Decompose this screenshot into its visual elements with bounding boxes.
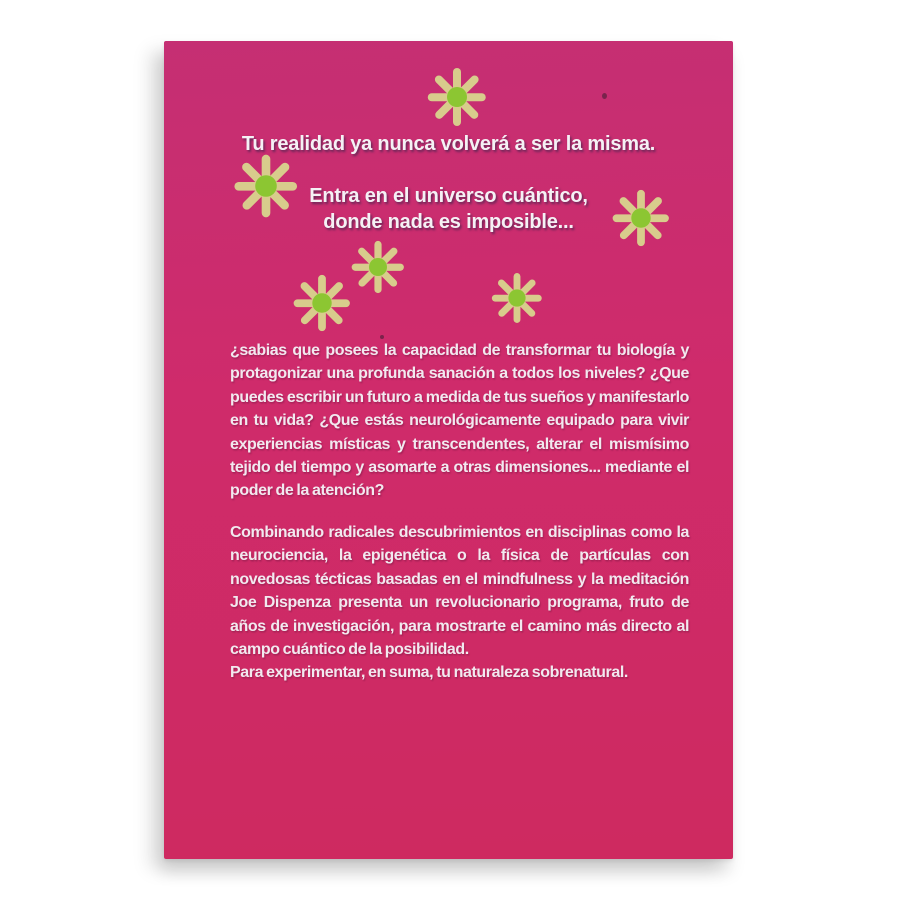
- asterisk-icon: [428, 68, 486, 126]
- asterisk-center-dot-icon: [447, 87, 467, 107]
- asterisk-center-dot-icon: [508, 289, 525, 306]
- asterisk-icon: [492, 273, 542, 323]
- blurb-section-1: [230, 339, 689, 503]
- blurb-section-2: [230, 521, 689, 685]
- blurb-paragraph-2: Combinando radicales descubrimientos en disciplinas como la neurociencia, la epigenética o la física de partículas con novedosas técticas basadas en el mindfulness y la meditación Joe Dispenza presenta un revolucionario programa, fruto de años de investigación, para mostrarte el camino más directo al campo cuántico de la posibilidad.: [230, 524, 689, 659]
- blurb-paragraph-1: ¿sabias que posees la capacidad de transformar tu biología y protagonizar una profunda sanación a todos los niveles? ¿Que puedes escribir un futuro a medida de tus sueños y manifestarlo en tu vida? ¿Que estás neurológicamente equipado para vivir experiencias místicas y transcendentes, alterar el mismísimo tejido del tiempo y asomarte a otras dimensiones... mediante el poder de la atención?: [230, 342, 689, 500]
- tagline-primary: Tu realidad ya nunca volverá a ser la misma.: [241, 133, 656, 155]
- blurb-closing-line: Para experimentar, en suma, tu naturaleza sobrenatural.: [230, 664, 628, 682]
- tagline-secondary-line1: Entra en el universo cuántico,: [309, 185, 588, 207]
- asterisk-center-dot-icon: [312, 293, 331, 312]
- asterisk-icon: [352, 241, 404, 293]
- tagline-secondary-line2: donde nada es imposible...: [323, 211, 574, 233]
- book-back-cover: [164, 41, 733, 859]
- dust-speck: [380, 335, 384, 339]
- asterisk-center-dot-icon: [369, 258, 387, 276]
- tagline-secondary: [164, 183, 733, 235]
- asterisk-icon: [294, 275, 350, 331]
- dust-speck: [602, 93, 607, 99]
